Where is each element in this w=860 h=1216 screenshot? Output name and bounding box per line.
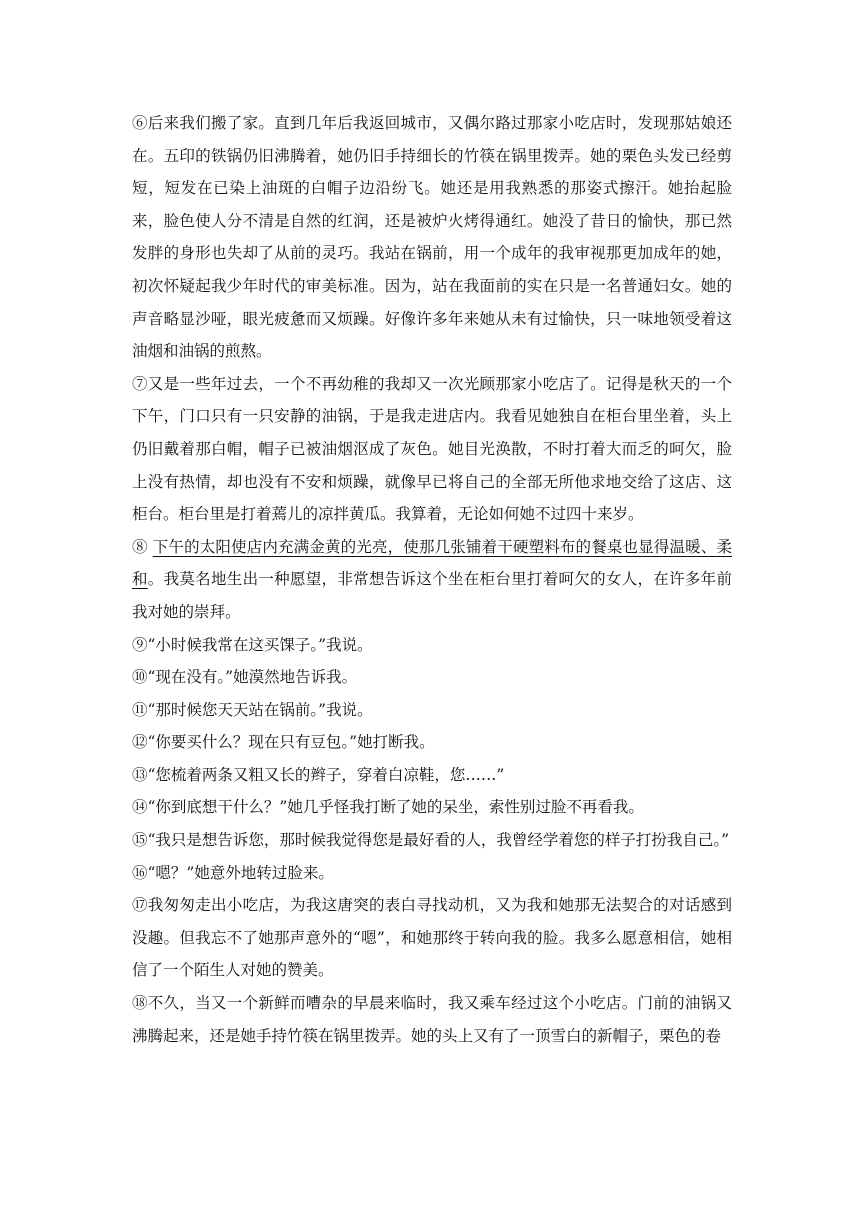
underlined-sentence: 下午的太阳使店内充满金黄的光亮，使那几张铺着干硬塑料布的餐桌也显得温暖、柔和 (132, 537, 732, 589)
paragraph-16: ⑯“嗯？”她意外地转过脸来。 (132, 863, 334, 882)
paragraph-11: ⑪“那时候您天天站在锅前。”我说。 (132, 700, 373, 719)
paragraph-8-number: ⑧ (132, 537, 153, 556)
paragraph-14: ⑭“你到底想干什么？”她几乎怪我打断了她的呆坐，索性别过脸不再看我。 (132, 798, 644, 817)
paragraph-9: ⑨“小时候我常在这买馃子。”我说。 (132, 635, 373, 654)
paragraph-8-rest: 。我莫名地生出一种愿望，非常想告诉这个坐在柜台里打着呵欠的女人，在许多年前我对她的崇拜。 (132, 570, 732, 621)
paragraph-13: ⑬“您梳着两条又粗又长的辫子，穿着白凉鞋，您……” (132, 765, 505, 784)
article-body (132, 107, 732, 1052)
paragraph-15: ⑮“我只是想告诉您，那时候我觉得您是最好看的人，我曾经学着您的样子打扮我自己。” (132, 831, 730, 850)
paragraph-8 (132, 531, 732, 629)
paragraph-10: ⑩“现在没有。”她漠然地告诉我。 (132, 668, 358, 687)
paragraph-7: ⑦又是一些年过去，一个不再幼稚的我却又一次光顾那家小吃店了。记得是秋天的一个下午，门口只有一只安静的油锅，于是我走进店内。我看见她独自在柜台里坐着，头上仍旧戴着那白帽，帽子已被油烟沤成了灰色。她目光涣散，不时打着大而乏的呵欠，脸上没有热情，却也没有不安和烦躁，就像早已将自己的全部无所他求地交给了这店、这柜台。柜台里是打着蔫儿的凉拌黄瓜。我算着，无论如何她不过四十来岁。 (132, 374, 732, 524)
paragraph-18: ⑱不久，当又一个新鲜而嘈杂的早晨来临时，我又乘车经过这个小吃店。门前的油锅又沸腾起来，还是她手持竹筷在锅里拨弄。她的头上又有了一顶雪白的新帽子，栗色的卷 (132, 994, 732, 1045)
paragraph-17: ⑰我匆匆走出小吃店，为我这唐突的表白寻找动机，又为我和她那无法契合的对话感到没趣。但我忘不了她那声意外的“嗯”，和她那终于转向我的脸。我多么愿意相信，她相信了一个陌生人对她的赞美。 (132, 896, 732, 980)
paragraph-6: ⑥后来我们搬了家。直到几年后我返回城市，又偶尔路过那家小吃店时，发现那姑娘还在。五印的铁锅仍旧沸腾着，她仍旧手持细长的竹筷在锅里拨弄。她的栗色头发已经剪短，短发在已染上油斑的白帽子边沿纷飞。她还是用我熟悉的那姿式擦汗。她抬起脸来，脸色使人分不清是自然的红润，还是被炉火烤得通红。她没了昔日的愉快，那已然发胖的身形也失却了从前的灵巧。我站在锅前，用一个成年的我审视那更加成年的她，初次怀疑起我少年时代的审美标准。因为，站在我面前的实在只是一名普通妇女。她的声音略显沙哑，眼光疲惫而又烦躁。好像许多年来她从未有过愉快，只一味地领受着这油烟和油锅的煎熬。 (132, 114, 732, 361)
paragraph-12: ⑫“你要买什么？现在只有豆包。”她打断我。 (132, 733, 435, 752)
